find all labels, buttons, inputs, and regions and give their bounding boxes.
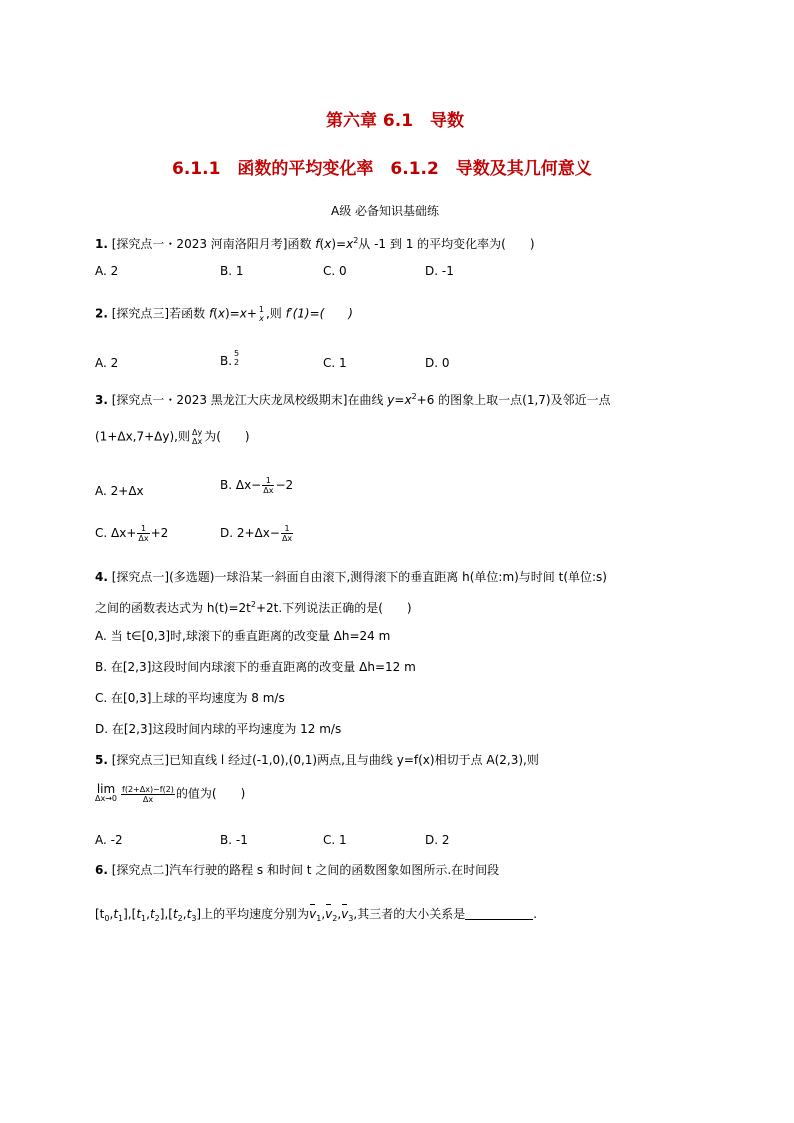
q3-option-d: D. 2+Δx− $\frac{1}{\Delta x}$ [220,524,293,543]
q1-option-b: B. 1 [220,264,244,278]
q1-option-d: D. -1 [425,264,454,278]
question-4-line-2: 之间的函数表达式为 $h(t)=2t^2+2t$.下列说法正确的是( ) [95,600,412,615]
q2-option-d: D. 0 [425,356,450,370]
q5-option-c: C. 1 [323,833,347,847]
question-1: 1. [探究点一・2023 河南洛阳月考]函数 $f(x)=x^2$从 -1 到 1 的平均变化率为( ) [95,236,535,251]
q2-option-b: B. 5 2 [220,349,240,368]
q2-option-a: A. 2 [95,356,119,370]
question-6-line-2: $[t_0,t_1],[t_1,t_2],[t_2,t_3]$上的平均速度分别为$v_1,v_2,v_3$,其三者的大小关系是 . [95,907,538,923]
q5-option-a: A. -2 [95,833,123,847]
q1-option-a: A. 2 [95,264,119,278]
q2-option-c: C. 1 [323,356,347,370]
question-2: 2. [探究点三]若函数 f(x)=x+ 1 x ,则 f′(1)=( ) [95,305,353,323]
question-6: 6. [探究点二]汽车行驶的路程 s 和时间 t 之间的函数图象如图所示.在时间段 [95,863,500,877]
chapter-title: 第六章 6.1 导数 [326,111,465,131]
question-4: 4. [探究点一](多选题)一球沿某一斜面自由滚下,测得滚下的垂直距离 h(单位:m)与时间 t(单位:s) [95,570,607,584]
q3-option-a: A. 2+Δx [95,484,144,498]
section-title: 6.1.1 函数的平均变化率 6.1.2 导数及其几何意义 [172,159,592,179]
q3-option-c: C. Δx+ $\frac{1}{\Delta x}$ +2 [95,524,169,543]
question-5: 5. [探究点三]已知直线 l 经过(-1,0),(0,1)两点,且与曲线 y=f(x)相切于点 A(2,3),则 [95,753,539,767]
q5-option-b: B. -1 [220,833,248,847]
q3-option-b: B. Δx− $\frac{1}{\Delta x}$ −2 [220,476,294,495]
q4-option-c: C. 在[0,3]上球的平均速度为 8 m/s [95,691,285,705]
question-5-limit: lim Δx→0 $\frac{f(2+\Delta x)-f(2)}{\Delta x}$ 的值为( ) [95,782,246,804]
question-3-line-2: (1+Δx,7+Δy),则 Δy Δx 为( ) [95,428,250,446]
q4-option-d: D. 在[2,3]这段时间内球的平均速度为 12 m/s [95,722,342,736]
q5-option-d: D. 2 [425,833,450,847]
q1-option-c: C. 0 [323,264,347,278]
answer-blank[interactable] [465,907,533,920]
question-3: 3. [探究点一・2023 黑龙江大庆龙凤校级期末]在曲线 $y=x^2+6$ 的图象上取一点(1,7)及邻近一点 [95,392,611,407]
level-heading: A级 必备知识基础练 [331,204,440,218]
q4-option-b: B. 在[2,3]这段时间内球滚下的垂直距离的改变量 Δh=12 m [95,660,416,674]
q4-option-a: A. 当 t∈[0,3]时,球滚下的垂直距离的改变量 Δh=24 m [95,629,391,643]
